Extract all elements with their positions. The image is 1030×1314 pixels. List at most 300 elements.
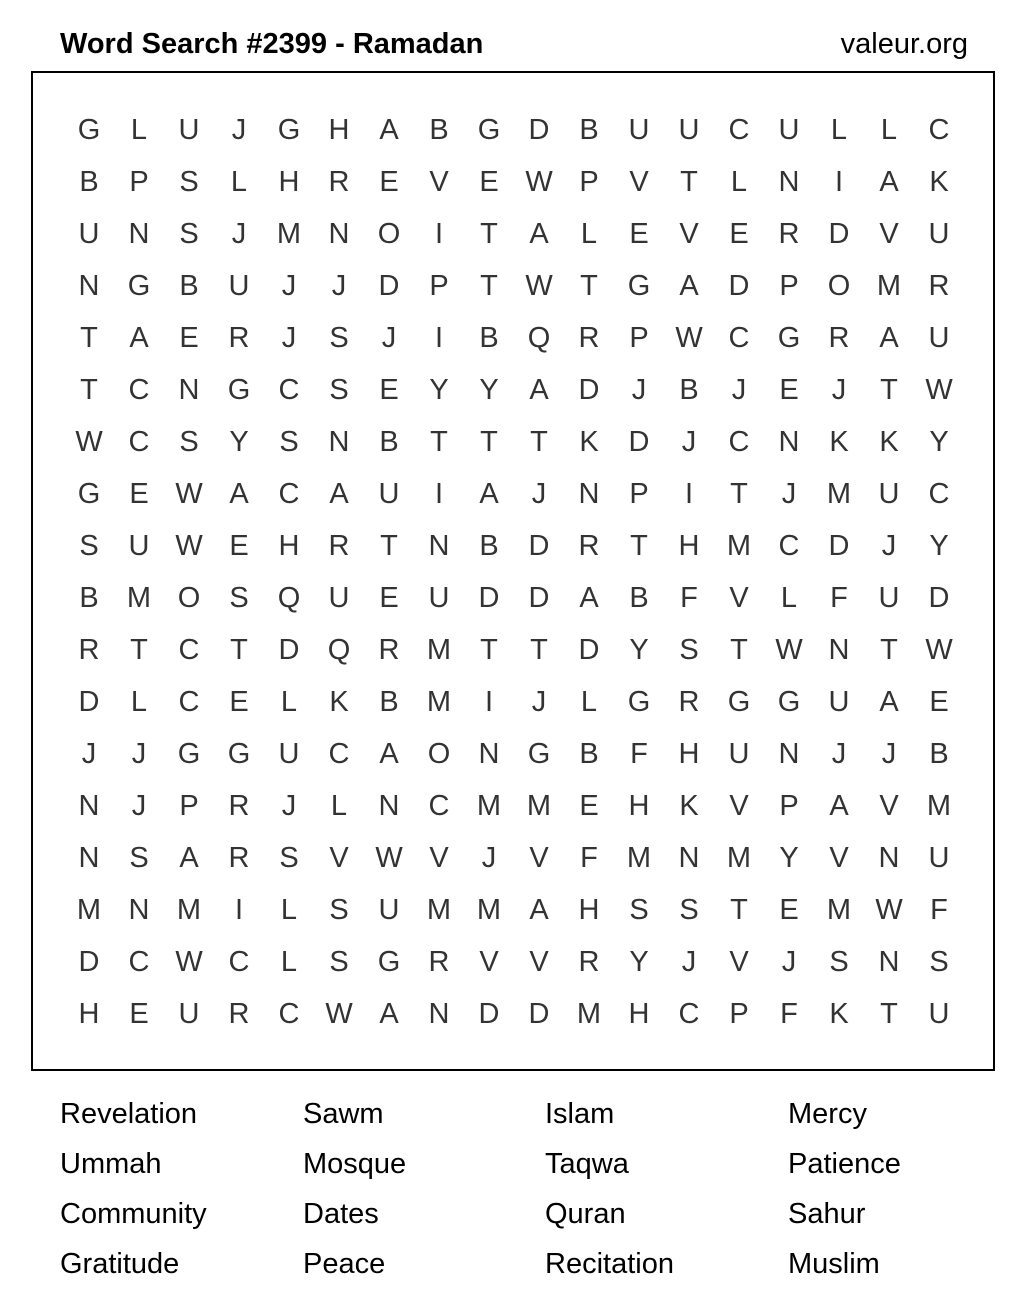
grid-letter[interactable]: U [928,217,950,250]
grid-letter[interactable]: C [928,477,950,510]
grid-letter[interactable]: B [379,425,399,458]
grid-letter[interactable]: K [879,425,899,458]
grid-letter[interactable]: A [879,321,899,354]
grid-letter[interactable]: S [129,841,149,874]
grid-letter[interactable]: R [228,997,250,1030]
grid-letter[interactable]: E [929,685,949,718]
grid-letter[interactable]: J [681,425,697,458]
grid-letter[interactable]: I [434,321,444,354]
grid-letter[interactable]: U [928,841,950,874]
grid-letter[interactable]: J [881,529,897,562]
grid-letter[interactable]: M [626,841,652,874]
grid-letter[interactable]: N [328,217,350,250]
grid-letter[interactable]: L [580,217,598,250]
grid-letter[interactable]: S [79,529,99,562]
grid-letter[interactable]: R [578,529,600,562]
grid-letter[interactable]: L [230,165,248,198]
grid-letter[interactable]: V [529,841,549,874]
grid-letter[interactable]: E [729,217,749,250]
grid-letter[interactable]: D [278,633,300,666]
grid-letter[interactable]: U [228,269,250,302]
grid-letter[interactable]: M [476,893,502,926]
grid-letter[interactable]: D [528,997,550,1030]
grid-letter[interactable]: H [328,113,350,146]
grid-letter[interactable]: L [880,113,898,146]
grid-letter[interactable]: T [880,373,898,406]
grid-letter[interactable]: N [78,841,100,874]
grid-letter[interactable]: T [480,217,498,250]
grid-letter[interactable]: N [678,841,700,874]
grid-letter[interactable]: R [228,321,250,354]
grid-letter[interactable]: I [684,477,694,510]
grid-letter[interactable]: L [780,581,798,614]
grid-letter[interactable]: M [276,217,302,250]
grid-letter[interactable]: J [831,737,847,770]
grid-letter[interactable]: Y [479,373,499,406]
grid-letter[interactable]: V [479,945,499,978]
grid-letter[interactable]: A [379,997,399,1030]
grid-letter[interactable]: C [428,789,450,822]
grid-letter[interactable]: J [631,373,647,406]
grid-letter[interactable]: A [679,269,699,302]
grid-letter[interactable]: R [78,633,100,666]
grid-letter[interactable]: S [329,373,349,406]
grid-letter[interactable]: O [427,737,451,770]
grid-letter[interactable]: E [779,373,799,406]
grid-letter[interactable]: R [578,945,600,978]
grid-letter[interactable]: U [378,477,400,510]
grid-letter[interactable]: N [778,165,800,198]
grid-letter[interactable]: M [426,685,452,718]
grid-letter[interactable]: N [778,737,800,770]
grid-letter[interactable]: N [178,373,200,406]
grid-letter[interactable]: G [477,113,501,146]
grid-letter[interactable]: F [930,893,948,926]
grid-letter[interactable]: M [576,997,602,1030]
grid-letter[interactable]: K [679,789,699,822]
grid-letter[interactable]: C [728,113,750,146]
grid-letter[interactable]: M [726,841,752,874]
grid-letter[interactable]: E [379,165,399,198]
grid-letter[interactable]: I [834,165,844,198]
grid-letter[interactable]: S [229,581,249,614]
grid-letter[interactable]: V [729,945,749,978]
grid-letter[interactable]: U [128,529,150,562]
grid-letter[interactable]: F [830,581,848,614]
grid-letter[interactable]: G [77,113,101,146]
grid-letter[interactable]: R [428,945,450,978]
grid-letter[interactable]: S [679,893,699,926]
grid-letter[interactable]: C [278,997,300,1030]
grid-letter[interactable]: C [278,373,300,406]
grid-letter[interactable]: T [730,633,748,666]
grid-letter[interactable]: S [279,425,299,458]
grid-letter[interactable]: T [380,529,398,562]
grid-letter[interactable]: I [434,477,444,510]
grid-letter[interactable]: H [628,789,650,822]
grid-letter[interactable]: T [730,477,748,510]
grid-letter[interactable]: T [730,893,748,926]
grid-letter[interactable]: P [429,269,449,302]
grid-letter[interactable]: C [228,945,250,978]
grid-letter[interactable]: U [178,997,200,1030]
grid-letter[interactable]: R [678,685,700,718]
grid-letter[interactable]: D [578,373,600,406]
grid-letter[interactable]: C [328,737,350,770]
grid-letter[interactable]: T [530,633,548,666]
grid-letter[interactable]: W [925,373,953,406]
grid-letter[interactable]: O [377,217,401,250]
grid-letter[interactable]: R [228,789,250,822]
grid-letter[interactable]: T [80,373,98,406]
grid-letter[interactable]: E [229,685,249,718]
grid-letter[interactable]: T [130,633,148,666]
grid-letter[interactable]: E [229,529,249,562]
grid-letter[interactable]: B [929,737,949,770]
grid-letter[interactable]: U [878,581,900,614]
grid-letter[interactable]: E [629,217,649,250]
grid-letter[interactable]: D [928,581,950,614]
grid-letter[interactable]: G [777,321,801,354]
grid-letter[interactable]: P [729,997,749,1030]
grid-letter[interactable]: M [726,529,752,562]
grid-letter[interactable]: F [580,841,598,874]
grid-letter[interactable]: W [375,841,403,874]
grid-letter[interactable]: V [679,217,699,250]
grid-letter[interactable]: R [778,217,800,250]
grid-letter[interactable]: J [731,373,747,406]
grid-letter[interactable]: H [278,529,300,562]
grid-letter[interactable]: Y [629,945,649,978]
grid-letter[interactable]: W [925,633,953,666]
grid-letter[interactable]: Y [229,425,249,458]
grid-letter[interactable]: M [826,477,852,510]
grid-letter[interactable]: R [578,321,600,354]
grid-letter[interactable]: G [627,685,651,718]
grid-letter[interactable]: K [329,685,349,718]
grid-letter[interactable]: C [728,321,750,354]
grid-letter[interactable]: U [328,581,350,614]
grid-letter[interactable]: N [128,893,150,926]
grid-letter[interactable]: U [78,217,100,250]
grid-letter[interactable]: U [728,737,750,770]
grid-letter[interactable]: I [434,217,444,250]
grid-letter[interactable]: C [278,477,300,510]
grid-letter[interactable]: V [429,841,449,874]
grid-letter[interactable]: Y [429,373,449,406]
grid-letter[interactable]: C [678,997,700,1030]
grid-letter[interactable]: H [278,165,300,198]
grid-letter[interactable]: H [78,997,100,1030]
grid-letter[interactable]: P [629,321,649,354]
grid-letter[interactable]: L [730,165,748,198]
grid-letter[interactable]: B [479,529,499,562]
grid-letter[interactable]: H [628,997,650,1030]
grid-letter[interactable]: W [775,633,803,666]
grid-letter[interactable]: K [829,997,849,1030]
grid-letter[interactable]: C [778,529,800,562]
grid-letter[interactable]: B [79,165,99,198]
grid-letter[interactable]: G [177,737,201,770]
grid-letter[interactable]: M [826,893,852,926]
grid-letter[interactable]: D [728,269,750,302]
grid-letter[interactable]: B [679,373,699,406]
grid-letter[interactable]: U [928,321,950,354]
grid-letter[interactable]: S [329,893,349,926]
grid-letter[interactable]: S [179,217,199,250]
grid-letter[interactable]: D [78,945,100,978]
grid-letter[interactable]: S [329,321,349,354]
grid-letter[interactable]: J [81,737,97,770]
grid-letter[interactable]: D [578,633,600,666]
grid-letter[interactable]: L [280,945,298,978]
grid-letter[interactable]: S [679,633,699,666]
grid-letter[interactable]: M [426,633,452,666]
grid-letter[interactable]: S [929,945,949,978]
grid-letter[interactable]: E [779,893,799,926]
grid-letter[interactable]: N [878,945,900,978]
grid-letter[interactable]: B [179,269,199,302]
grid-letter[interactable]: M [76,893,102,926]
grid-letter[interactable]: T [480,425,498,458]
grid-letter[interactable]: B [429,113,449,146]
grid-letter[interactable]: R [328,165,350,198]
grid-letter[interactable]: G [277,113,301,146]
grid-letter[interactable]: J [881,737,897,770]
grid-letter[interactable]: U [378,893,400,926]
grid-letter[interactable]: U [278,737,300,770]
grid-letter[interactable]: A [529,373,549,406]
grid-letter[interactable]: T [430,425,448,458]
grid-letter[interactable]: A [879,685,899,718]
grid-letter[interactable]: B [579,737,599,770]
grid-letter[interactable]: E [129,997,149,1030]
grid-letter[interactable]: P [579,165,599,198]
grid-letter[interactable]: E [579,789,599,822]
grid-letter[interactable]: M [526,789,552,822]
grid-letter[interactable]: F [780,997,798,1030]
grid-letter[interactable]: W [525,269,553,302]
grid-letter[interactable]: C [728,425,750,458]
grid-letter[interactable]: B [579,113,599,146]
grid-letter[interactable]: D [628,425,650,458]
grid-letter[interactable]: D [378,269,400,302]
grid-letter[interactable]: D [78,685,100,718]
grid-letter[interactable]: K [579,425,599,458]
grid-letter[interactable]: J [131,789,147,822]
grid-letter[interactable]: F [680,581,698,614]
grid-letter[interactable]: E [179,321,199,354]
grid-letter[interactable]: A [329,477,349,510]
grid-letter[interactable]: C [128,425,150,458]
grid-letter[interactable]: G [77,477,101,510]
grid-letter[interactable]: R [828,321,850,354]
grid-letter[interactable]: T [230,633,248,666]
grid-letter[interactable]: L [330,789,348,822]
grid-letter[interactable]: S [329,945,349,978]
grid-letter[interactable]: T [680,165,698,198]
grid-letter[interactable]: B [479,321,499,354]
grid-letter[interactable]: A [879,165,899,198]
grid-letter[interactable]: N [878,841,900,874]
grid-letter[interactable]: D [528,529,550,562]
grid-letter[interactable]: W [75,425,103,458]
grid-letter[interactable]: M [426,893,452,926]
grid-letter[interactable]: T [80,321,98,354]
grid-letter[interactable]: O [177,581,201,614]
grid-letter[interactable]: B [79,581,99,614]
grid-letter[interactable]: J [681,945,697,978]
grid-letter[interactable]: G [127,269,151,302]
grid-letter[interactable]: D [828,529,850,562]
grid-letter[interactable]: K [929,165,949,198]
grid-letter[interactable]: Q [527,321,551,354]
grid-letter[interactable]: U [828,685,850,718]
grid-letter[interactable]: S [629,893,649,926]
grid-letter[interactable]: B [629,581,649,614]
grid-letter[interactable]: F [630,737,648,770]
grid-letter[interactable]: D [528,113,550,146]
grid-letter[interactable]: N [328,425,350,458]
grid-letter[interactable]: E [379,581,399,614]
grid-letter[interactable]: J [781,477,797,510]
grid-letter[interactable]: V [729,789,749,822]
grid-letter[interactable]: G [727,685,751,718]
grid-letter[interactable]: T [630,529,648,562]
grid-letter[interactable]: C [928,113,950,146]
grid-letter[interactable]: J [481,841,497,874]
grid-letter[interactable]: D [528,581,550,614]
grid-letter[interactable]: H [678,529,700,562]
grid-letter[interactable]: U [878,477,900,510]
grid-letter[interactable]: U [678,113,700,146]
grid-letter[interactable]: J [531,477,547,510]
grid-letter[interactable]: R [378,633,400,666]
grid-letter[interactable]: V [629,165,649,198]
grid-letter[interactable]: V [879,217,899,250]
grid-letter[interactable]: Y [779,841,799,874]
grid-letter[interactable]: J [781,945,797,978]
grid-letter[interactable]: J [131,737,147,770]
grid-letter[interactable]: N [578,477,600,510]
grid-letter[interactable]: T [580,269,598,302]
grid-letter[interactable]: A [379,737,399,770]
grid-letter[interactable]: V [729,581,749,614]
grid-letter[interactable]: H [578,893,600,926]
grid-letter[interactable]: W [175,529,203,562]
grid-letter[interactable]: N [428,529,450,562]
grid-letter[interactable]: T [480,633,498,666]
grid-letter[interactable]: P [129,165,149,198]
grid-letter[interactable]: A [229,477,249,510]
grid-letter[interactable]: R [928,269,950,302]
grid-letter[interactable]: C [178,685,200,718]
grid-letter[interactable]: J [281,789,297,822]
grid-letter[interactable]: Q [327,633,351,666]
grid-letter[interactable]: G [377,945,401,978]
grid-letter[interactable]: T [530,425,548,458]
grid-letter[interactable]: A [529,217,549,250]
grid-letter[interactable]: N [378,789,400,822]
grid-letter[interactable]: D [478,581,500,614]
grid-letter[interactable]: E [129,477,149,510]
grid-letter[interactable]: E [379,373,399,406]
grid-letter[interactable]: S [179,425,199,458]
grid-letter[interactable]: W [525,165,553,198]
grid-letter[interactable]: N [428,997,450,1030]
grid-letter[interactable]: A [179,841,199,874]
grid-letter[interactable]: U [928,997,950,1030]
grid-letter[interactable]: L [280,893,298,926]
grid-letter[interactable]: Y [929,529,949,562]
grid-letter[interactable]: N [128,217,150,250]
grid-letter[interactable]: J [231,113,247,146]
grid-letter[interactable]: C [128,373,150,406]
grid-letter[interactable]: W [875,893,903,926]
grid-letter[interactable]: L [130,113,148,146]
grid-letter[interactable]: G [227,737,251,770]
grid-letter[interactable]: N [78,789,100,822]
grid-letter[interactable]: I [234,893,244,926]
grid-letter[interactable]: P [779,269,799,302]
grid-letter[interactable]: U [428,581,450,614]
grid-letter[interactable]: P [179,789,199,822]
grid-letter[interactable]: J [231,217,247,250]
grid-letter[interactable]: K [829,425,849,458]
grid-letter[interactable]: A [479,477,499,510]
grid-letter[interactable]: A [579,581,599,614]
grid-letter[interactable]: O [827,269,851,302]
grid-letter[interactable]: L [280,685,298,718]
grid-letter[interactable]: J [831,373,847,406]
grid-letter[interactable]: J [381,321,397,354]
grid-letter[interactable]: S [179,165,199,198]
grid-letter[interactable]: I [484,685,494,718]
grid-letter[interactable]: D [478,997,500,1030]
grid-letter[interactable]: C [128,945,150,978]
grid-letter[interactable]: N [478,737,500,770]
grid-letter[interactable]: V [829,841,849,874]
grid-letter[interactable]: T [880,633,898,666]
grid-letter[interactable]: W [325,997,353,1030]
grid-letter[interactable]: G [227,373,251,406]
grid-letter[interactable]: V [429,165,449,198]
grid-letter[interactable]: L [130,685,148,718]
grid-letter[interactable]: A [379,113,399,146]
grid-letter[interactable]: U [778,113,800,146]
grid-letter[interactable]: M [926,789,952,822]
grid-letter[interactable]: G [777,685,801,718]
grid-letter[interactable]: T [880,997,898,1030]
grid-letter[interactable]: W [675,321,703,354]
grid-letter[interactable]: S [829,945,849,978]
grid-letter[interactable]: H [678,737,700,770]
grid-letter[interactable]: N [78,269,100,302]
grid-letter[interactable]: P [779,789,799,822]
grid-letter[interactable]: V [529,945,549,978]
grid-letter[interactable]: Y [629,633,649,666]
grid-letter[interactable]: L [580,685,598,718]
grid-letter[interactable]: J [531,685,547,718]
grid-letter[interactable]: L [830,113,848,146]
grid-letter[interactable]: B [379,685,399,718]
grid-letter[interactable]: M [476,789,502,822]
grid-letter[interactable]: J [281,269,297,302]
grid-letter[interactable]: W [175,945,203,978]
grid-letter[interactable]: S [279,841,299,874]
grid-letter[interactable]: D [828,217,850,250]
grid-letter[interactable]: M [876,269,902,302]
